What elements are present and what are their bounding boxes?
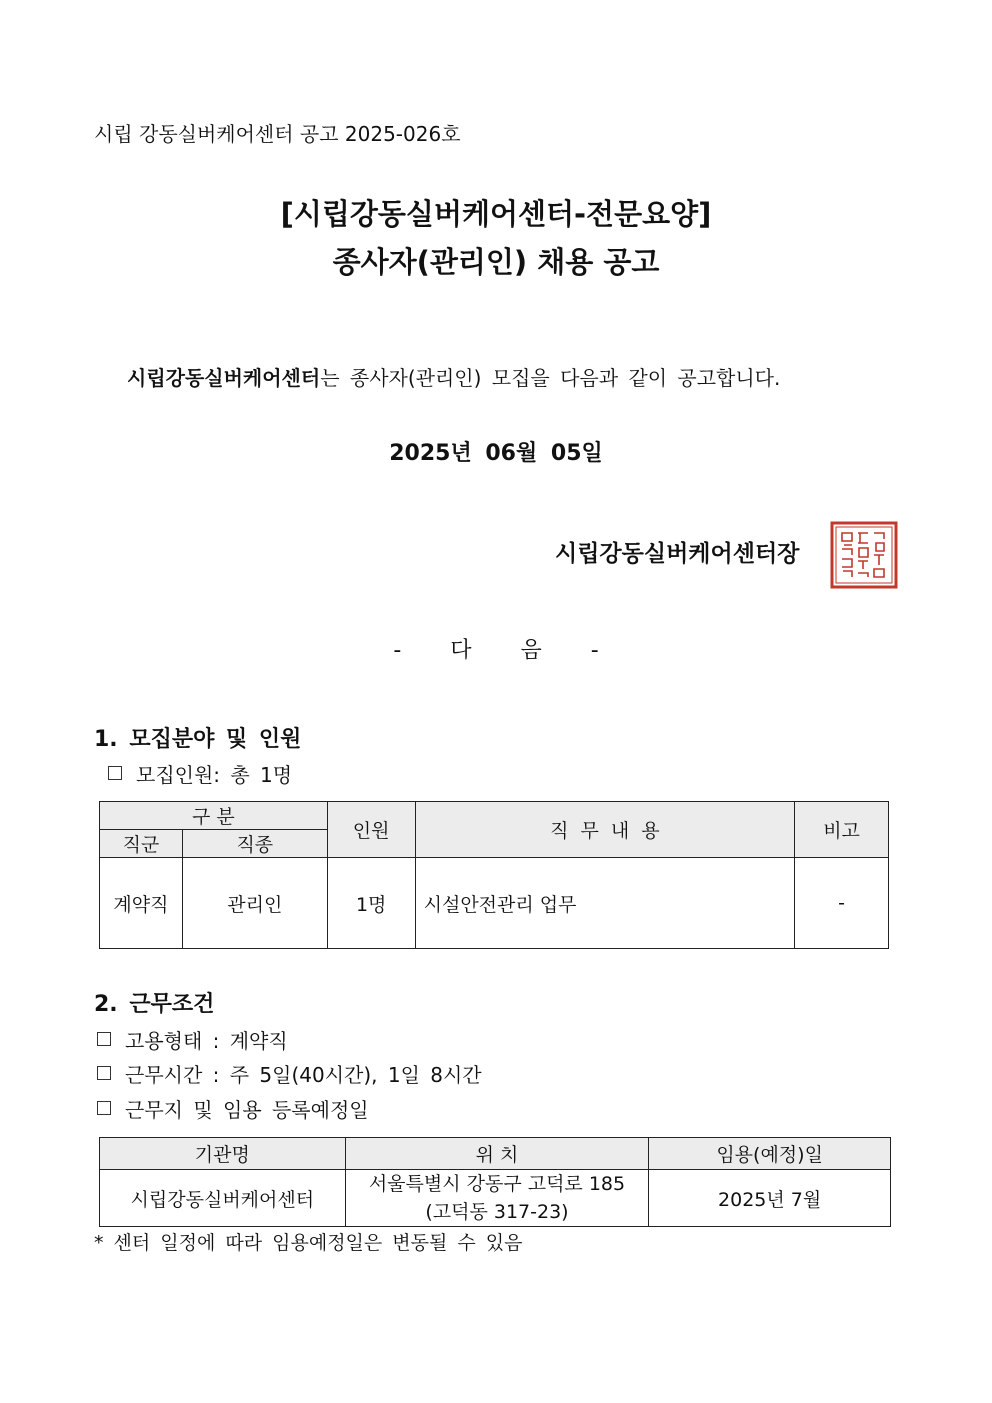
cell-org: 시립강동실버케어센터: [100, 1170, 346, 1227]
col-duty: 직 무 내 용: [415, 802, 794, 858]
cell-location: [345, 1170, 649, 1227]
table-row: [100, 858, 889, 949]
col-count: 인원: [327, 802, 415, 858]
table-row: [100, 1170, 891, 1227]
cell-duty: 시설안전관리 업무: [415, 858, 794, 949]
intro-text: 는 종사자(관리인) 모집을 다음과 같이 공고합니다.: [320, 366, 781, 390]
condition-item: [97, 1094, 369, 1123]
group-header: 구 분: [100, 802, 328, 830]
condition-text: 근무시간 : 주 5일(40시간), 1일 8시간: [125, 1063, 482, 1087]
checkbox-icon: [97, 1101, 111, 1115]
condition-text: 고용형태 : 계약직: [125, 1029, 288, 1053]
recruit-table: [99, 801, 889, 949]
cell-type: 관리인: [182, 858, 327, 949]
section1-summary: [108, 759, 292, 788]
col-rank: 직군: [100, 830, 183, 858]
official-seal-icon: [830, 521, 898, 589]
section1-heading: 1. 모집분야 및 인원: [94, 727, 302, 752]
col-note: 비고: [795, 802, 889, 858]
col-type: 직종: [182, 830, 327, 858]
section1-summary-text: 모집인원: 총 1명: [136, 763, 293, 787]
workplace-table: [99, 1137, 891, 1227]
condition-item: [97, 1059, 482, 1088]
notice-date: 2025년 06월 05일: [389, 441, 603, 466]
checkbox-icon: [97, 1032, 111, 1046]
signature: 시립강동실버케어센터장: [555, 541, 800, 567]
cell-rank: 계약직: [100, 858, 183, 949]
cell-location-line1: 서울특별시 강동구 고덕로 185: [368, 1173, 626, 1195]
cell-location-line2: (고덕동 317-23): [425, 1201, 569, 1223]
cell-note: -: [795, 858, 889, 949]
col-org: 기관명: [100, 1138, 346, 1170]
next-heading: - 다 음 -: [393, 638, 599, 663]
col-date: 임용(예정)일: [649, 1138, 891, 1170]
cell-date: 2025년 7월: [649, 1170, 891, 1227]
intro-paragraph: [127, 362, 780, 391]
checkbox-icon: [108, 766, 122, 780]
notice-number: 시립 강동실버케어센터 공고 2025-026호: [94, 122, 461, 146]
section2-heading: 2. 근무조건: [94, 992, 215, 1017]
checkbox-icon: [97, 1066, 111, 1080]
page-title-line2: 종사자(관리인) 채용 공고: [332, 245, 660, 279]
condition-item: [97, 1025, 288, 1054]
condition-text: 근무지 및 임용 등록예정일: [125, 1098, 369, 1122]
col-location: 위 치: [345, 1138, 649, 1170]
intro-org-name: 시립강동실버케어센터: [127, 366, 321, 390]
footnote: * 센터 일정에 따라 임용예정일은 변동될 수 있음: [94, 1232, 523, 1254]
cell-count: 1명: [327, 858, 415, 949]
page-title-line1: [시립강동실버케어센터-전문요양]: [280, 197, 712, 231]
